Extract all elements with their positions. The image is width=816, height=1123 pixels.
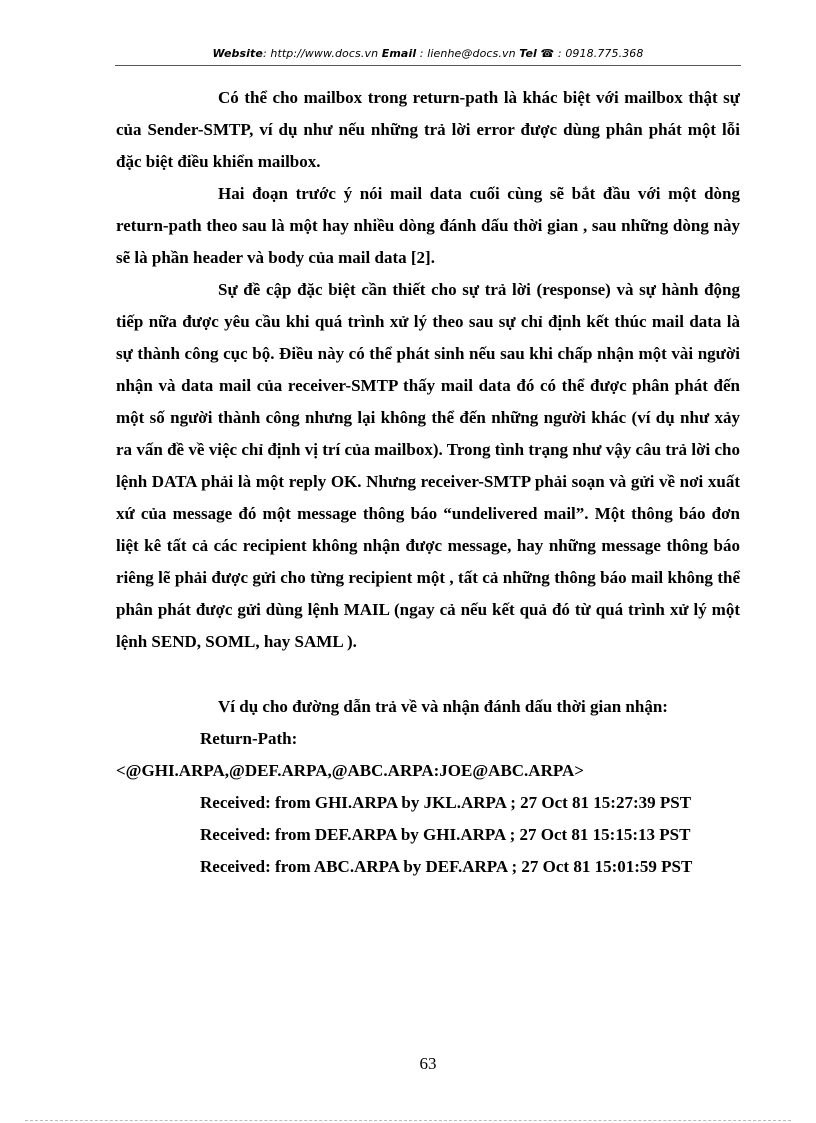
page-header xyxy=(115,47,741,60)
received-line: Received: from DEF.ARPA by GHI.ARPA ; 27 Oct 81 15:15:13 PST xyxy=(200,825,691,844)
example-heading: Ví dụ cho đường dẫn trả về và nhận đánh dấu thời gian nhận: xyxy=(218,697,668,716)
phone-icon: ☎ xyxy=(540,47,555,60)
tel-label: Tel xyxy=(519,47,537,60)
footer-divider xyxy=(25,1120,791,1121)
page-number: 63 xyxy=(419,1054,437,1073)
website-label: Website xyxy=(212,47,263,60)
document-body xyxy=(116,82,740,883)
paragraph-2: Hai đoạn trước ý nói mail data cuối cùng sẽ bắt đầu với một dòng return-path theo sau là một hay nhiều dòng đánh dấu thời gian , sau những dòng này sẽ là phần header và body của mail data [2]. xyxy=(116,184,740,267)
email-label: Email xyxy=(381,47,417,60)
return-path-value: <@GHI.ARPA,@DEF.ARPA,@ABC.ARPA:JOE@ABC.ARPA> xyxy=(116,761,584,780)
website-value: : http://www.docs.vn xyxy=(262,47,379,60)
header-divider xyxy=(115,65,741,66)
received-line: Received: from ABC.ARPA by DEF.ARPA ; 27 Oct 81 15:01:59 PST xyxy=(200,857,693,876)
email-value: : lienhe@docs.vn xyxy=(416,47,516,60)
received-line: Received: from GHI.ARPA by JKL.ARPA ; 27 Oct 81 15:27:39 PST xyxy=(200,793,692,812)
paragraph-3: Sự đề cập đặc biệt cần thiết cho sự trả lời (response) và sự hành động tiếp nữa được yêu cầu khi quá trình xử lý theo sau sự chỉ định kết thúc mail data là sự thành công cục bộ. Điều này có thể phát sinh nếu sau khi chấp nhận một vài người nhận và data mail của receiver-SMTP thấy mail data đó có thể được phân phát đến một số người thành công nhưng lại không thể đến những người khác (ví dụ như xảy ra vấn đề về việc chỉ định vị trí của mailbox). Trong tình trạng như vậy câu trả lời cho lệnh DATA phải là một reply OK. Nhưng receiver-SMTP phải soạn và gửi về nơi xuất xứ của message đó một message thông báo “undelivered mail”. Một thông báo đơn liệt kê tất cả các recipient không nhận được message, hay những message thông báo riêng lẽ phải được gửi cho từng recipient một , tất cả những thông báo mail không thể phân phát được gửi dùng lệnh MAIL (ngay cả nếu kết quả đó từ quá trình xử lý một lệnh SEND, SOML, hay SAML ). xyxy=(116,280,740,651)
spacer xyxy=(116,658,740,691)
return-path-label: Return-Path: xyxy=(200,729,298,748)
tel-value: : 0918.775.368 xyxy=(554,47,644,60)
paragraph-1: Có thể cho mailbox trong return-path là khác biệt với mailbox thật sự của Sender-SMTP, ví dụ như nếu những trả lời error được dùng phân phát một lỗi đặc biệt điều khiển mailbox. xyxy=(116,88,740,171)
